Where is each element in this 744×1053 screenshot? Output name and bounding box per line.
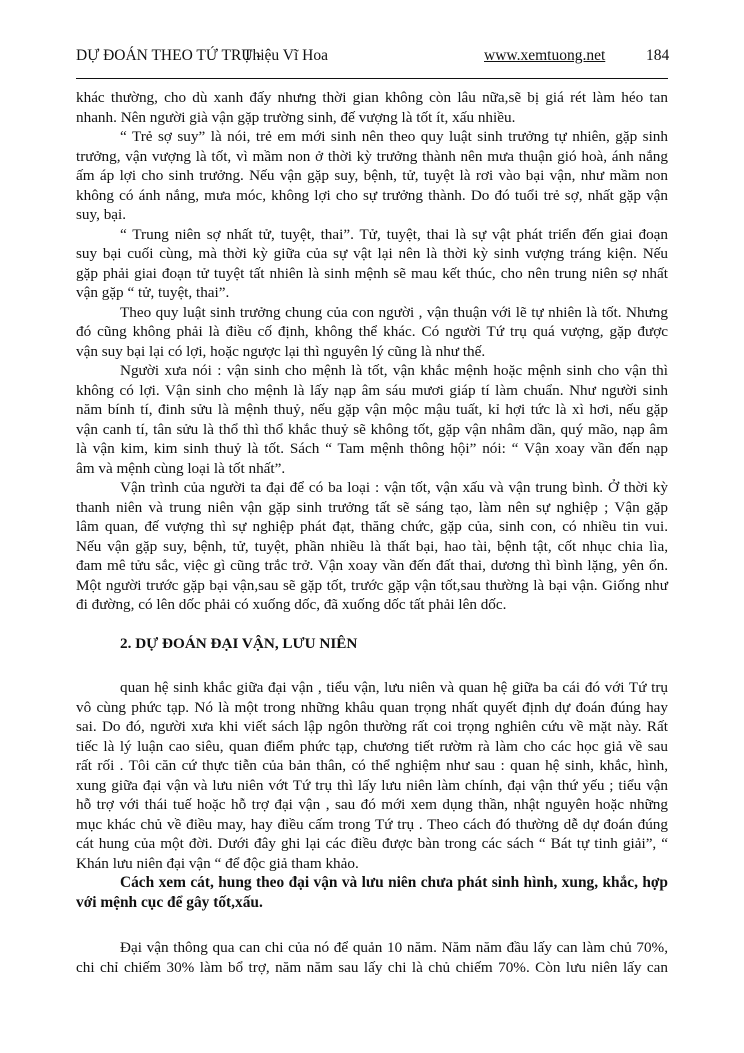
text-line: ấm áp lợi cho sinh trưởng. Nếu vận gặp suy, bệnh, tử, tuyệt là rơi vào bại vận, như mầm non [76, 167, 668, 184]
running-header-author: Thiệu Vĩ Hoa [243, 47, 328, 64]
text-line: Nếu vận gặp suy, bệnh, tử, tuyệt, phần nhiều là thất bại, hao tài, bệnh tật, cốt nhục chia lìa, [76, 537, 668, 555]
text-line: chi chỉ chiếm 30% làm bổ trợ, năm năm sau lấy chi là chủ chiếm 70%. Còn lưu niên lấy can [76, 958, 668, 976]
text-line: vô cùng phức tạp. Nó là một trong những khâu quan trọng nhất quyết định dự đoán đúng hay [76, 698, 668, 716]
bold-subheading-line: với mệnh cục để gây tốt,xấu. [76, 893, 263, 911]
text-line: là vận kim, kim sinh thuỷ là tốt. Sách “ Tam mệnh thông hội” nói: “ Vận xoay vần đến nạp [76, 440, 668, 457]
paragraph [76, 88, 668, 127]
section-heading: 2. DỰ ĐOÁN ĐẠI VẬN, LƯU NIÊN [120, 634, 358, 652]
text-line: vận suy bại lại có lợi, hoặc ngược lại thì nguyên lý cũng là như thế. [76, 342, 486, 360]
text-line: đó cũng không phải là điều cố định, không thể khác. Có người Tứ trụ quá vượng, gặp được [76, 323, 668, 340]
text-line: mục khác chủ về điều may, hay điều cấm trong Tứ trụ . Theo cách đó thường dễ dự đoán đúng [76, 815, 668, 833]
page-body [76, 88, 668, 977]
text-line: cát hung của một đời. Dưới đây ghi lại các điều được bàn trong các sách “ Bát tự tinh giải”, “ [76, 835, 668, 852]
text-line: vận gặp “ tử, tuyệt, thai”. [76, 284, 230, 301]
paragraph [76, 303, 668, 362]
spacer [76, 615, 668, 634]
paragraph [76, 361, 668, 478]
text-line: quan hệ sinh khắc giữa đại vận , tiểu vận, lưu niên và quan hệ giữa ba cái đó với Tứ trụ [120, 679, 668, 696]
body-part-1 [76, 88, 668, 615]
website-link[interactable]: www.xemtuong.net [484, 47, 606, 64]
text-line: gặp phải giai đoạn tử tuyệt tất nhiên là sinh mệnh sẽ mau kết thúc, cho nên trung niên sợ nhất [76, 264, 668, 282]
text-line: xung giữa đại vận và lưu niên vớt Tứ trụ thì lấy lưu niên làm chính, đại vận thứ yếu ; tiểu vận [76, 776, 668, 794]
text-line: Đại vận thông qua can chi của nó để quản 10 năm. Năm năm đầu lấy can làm chủ 70%, [120, 939, 668, 956]
text-line: lâm quan, đế vượng thì sự nghiệp phát đạt, thăng chức, gặp của, sinh con, có nhiều tin vui. [76, 518, 668, 535]
text-line: hỗ trợ với thái tuế hoặc hỗ trợ đại vận , sau đó mới xem dụng thần, nhật nguyên hoặc những [76, 796, 668, 813]
header-rule [76, 78, 668, 79]
body-part-3 [76, 938, 668, 977]
text-line: suy bại cuối cùng, mà thời kỳ giữa của sự vật lại nên là thời kỳ sinh vượng tráng kiện. Nếu [76, 245, 668, 262]
paragraph [76, 127, 668, 225]
text-line: đam mê tửu sắc, việc gì cũng trắc trở. Vận xoay vần đến đất thai, dương thì bình lặng, yên ổn. [76, 557, 668, 574]
text-line: Vận trình của người ta đại để có ba loại : vận tốt, vận xấu và vận trung bình. Ở thời kỳ [120, 479, 668, 496]
text-line: trưởng, vận vượng là tốt, vì mầm non ở thời kỳ trưởng thành nên mưa thuận gió hoà, ánh nắng [76, 147, 668, 165]
text-line: “ Trung niên sợ nhất tử, tuyệt, thai”. Tử, tuyệt, thai là sự vật phát triển đến giai đoạn [120, 225, 668, 243]
text-line: rất rối . Tôi căn cứ thực tiễn của bản thân, có thể nghiệm như sau : quan hệ sinh, khắc, hình, [76, 757, 668, 774]
text-line: Người xưa nói : vận sinh cho mệnh là tốt, vận khắc mệnh hoặc mệnh sinh cho vận thì [120, 362, 668, 379]
paragraph [76, 478, 668, 615]
text-line: năm bính tí, đinh sửu là mệnh thuỷ, nếu gặp vận mộc mậu tuất, kỉ hợi tức là xì hơi, nếu gặp [76, 401, 668, 418]
text-line: nhanh. Nên người già vận gặp trường sinh, đế vượng là tốt ít, xấu nhiều. [76, 108, 516, 126]
page-number: 184 [646, 47, 670, 64]
bold-subheading-line: Cách xem cát, hung theo đại vận và lưu niên chưa phát sinh hình, xung, khắc, hợp [120, 874, 668, 891]
text-line: khác thường, cho dù xanh đấy nhưng thời gian không còn lâu nữa,sẽ bị giá rét làm héo tan [76, 89, 668, 106]
text-line: không có lợi. Vận sinh cho mệnh là lấy nạp âm sáu mươi giáp tí làm chuẩn. Như người sinh [76, 381, 668, 399]
text-line: đi đường, có lên dốc phải có xuống dốc, đã xuống dốc tất phải lên dốc. [76, 596, 507, 613]
text-line: vận canh tí, tân sửu là thổ thì thổ khắc thuỷ sẽ không tốt, gặp vận nhâm dần, quý mão, nạp âm [76, 420, 668, 438]
body-part-2 [76, 678, 668, 873]
text-line: âm và mệnh cùng loại là tốt nhất”. [76, 459, 286, 477]
text-line: sai. Do đó, người xưa khi viết sách lập ngôn thường rất coi trọng nghiên cứu về mặt này. Rất [76, 718, 668, 735]
running-header-title: DỰ ĐOÁN THEO TỨ TRỤ - [76, 47, 262, 64]
text-line: tiếc là lý luận cao siêu, quan điểm phức tạp, chương tiết rườm rà làm cho các học giả về sau [76, 737, 668, 755]
text-line: Một người trước gặp bại vận,sau sẽ gặp tốt, trước gặp vận tốt,sau thường là bại vận. Giống như [76, 576, 668, 594]
text-line: Theo quy luật sinh trưởng chung của con người , vận thuận với lẽ tự nhiên là tốt. Nhưng [120, 303, 668, 321]
paragraph [76, 678, 668, 873]
paragraph [76, 938, 668, 977]
spacer [76, 653, 668, 678]
text-line: “ Trẻ sợ suy” là nói, trẻ em mới sinh nên theo quy luật sinh trưởng tự nhiên, gặp sinh [120, 128, 668, 145]
bold-subheading [76, 873, 668, 912]
text-line: không có ánh nắng, mưa móc, không lợi cho sự trưởng thành. Do đó tuổi trẻ sợ, nhất gặp vận [76, 186, 668, 204]
text-line: thanh niên và trung niên vận gặp sinh trưởng tất sẽ sáng tạo, làm nên sự nghiệp ; Vận gặp [76, 498, 668, 516]
paragraph [76, 225, 668, 303]
text-line: Khán lưu niên đại vận “ để độc giả tham khảo. [76, 854, 359, 872]
spacer [76, 912, 668, 938]
text-line: suy, bại. [76, 206, 127, 223]
